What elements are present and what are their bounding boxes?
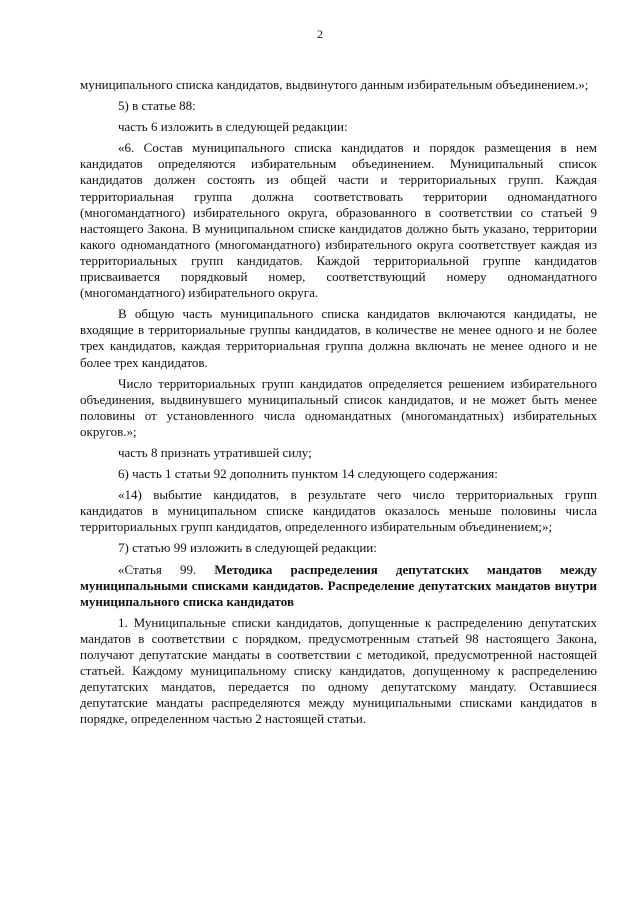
document-body [80,77,597,732]
paragraph-3: часть 6 изложить в следующей редакции: [118,119,348,135]
paragraph-9: «14) выбытие кандидатов, в результате чего число территориальных групп кандидатов в муниципальном списке кандидатов оказалось меньше половины числа территориальных групп кандидатов, определенного избирательным объединением;»; [80,487,597,535]
paragraph-10: 7) статью 99 изложить в следующей редакции: [118,540,377,556]
paragraph-6: Число территориальных групп кандидатов определяется решением избирательного объединения, выдвинувшего муниципальный список кандидатов, и не может быть менее половины от установленного числа одномандатных (многомандатных) избирательных округов.»; [80,375,597,439]
paragraph-article-1: 1. Муниципальные списки кандидатов, допущенные к распределению депутатских мандатов в соответствии с порядком, предусмотренным статьей 98 настоящего Закона, получают депутатские мандаты в соответствии с методикой, предусмотренной настоящей статьей. Каждому муниципальному списку кандидатов, допущенному к распределению депутатских мандатов, передается по одному депутатскому мандату. Оставшиеся депутатские мандаты распределяются между муниципальными списками кандидатов в порядке, определенном частью 2 настоящей статьи. [80,614,597,727]
page-number: 2 [317,27,323,41]
paragraph-2: 5) в статье 88: [118,98,196,114]
paragraph-8: 6) часть 1 статьи 92 дополнить пунктом 14 следующего содержания: [118,466,498,482]
paragraph-1: муниципального списка кандидатов, выдвинутого данным избирательным объединением.»; [80,77,589,92]
paragraph-7: часть 8 признать утратившей силу; [118,444,312,460]
article-heading [80,562,597,610]
paragraph-4: «6. Состав муниципального списка кандидатов и порядок размещения в нем кандидатов определяются избирательным объединением. Муниципальный список кандидатов должен состоять из общей части и территориальных групп. Каждая территориальная группа должна соответствовать территории одномандатного (многомандатного) избирательного округа, образованного в соответствии со статьей 9 настоящего Закона. В муниципальном списке кандидатов должно быть указано, территории какого одномандатного (многомандатного) избирательного округа соответствует каждая из территориальных групп кандидатов. Каждой территориальной группе кандидатов присваивается порядковый номер, соответствующий номеру одномандатного (многомандатного) избирательного округа. [80,140,597,301]
article-heading-prefix: «Статья 99. [118,561,215,577]
paragraph-5: В общую часть муниципального списка кандидатов включаются кандидаты, не входящие в территориальные группы кандидатов, в количестве не менее одного и не более трех кандидатов, каждая территориальная группа должна включать не менее одного и не более трех кандидатов. [80,306,597,370]
article-heading-title: Методика распределения депутатских мандатов между муниципальными списками кандидатов. Распределение депутатских мандатов внутри муниципального списка кандидатов [80,561,597,609]
